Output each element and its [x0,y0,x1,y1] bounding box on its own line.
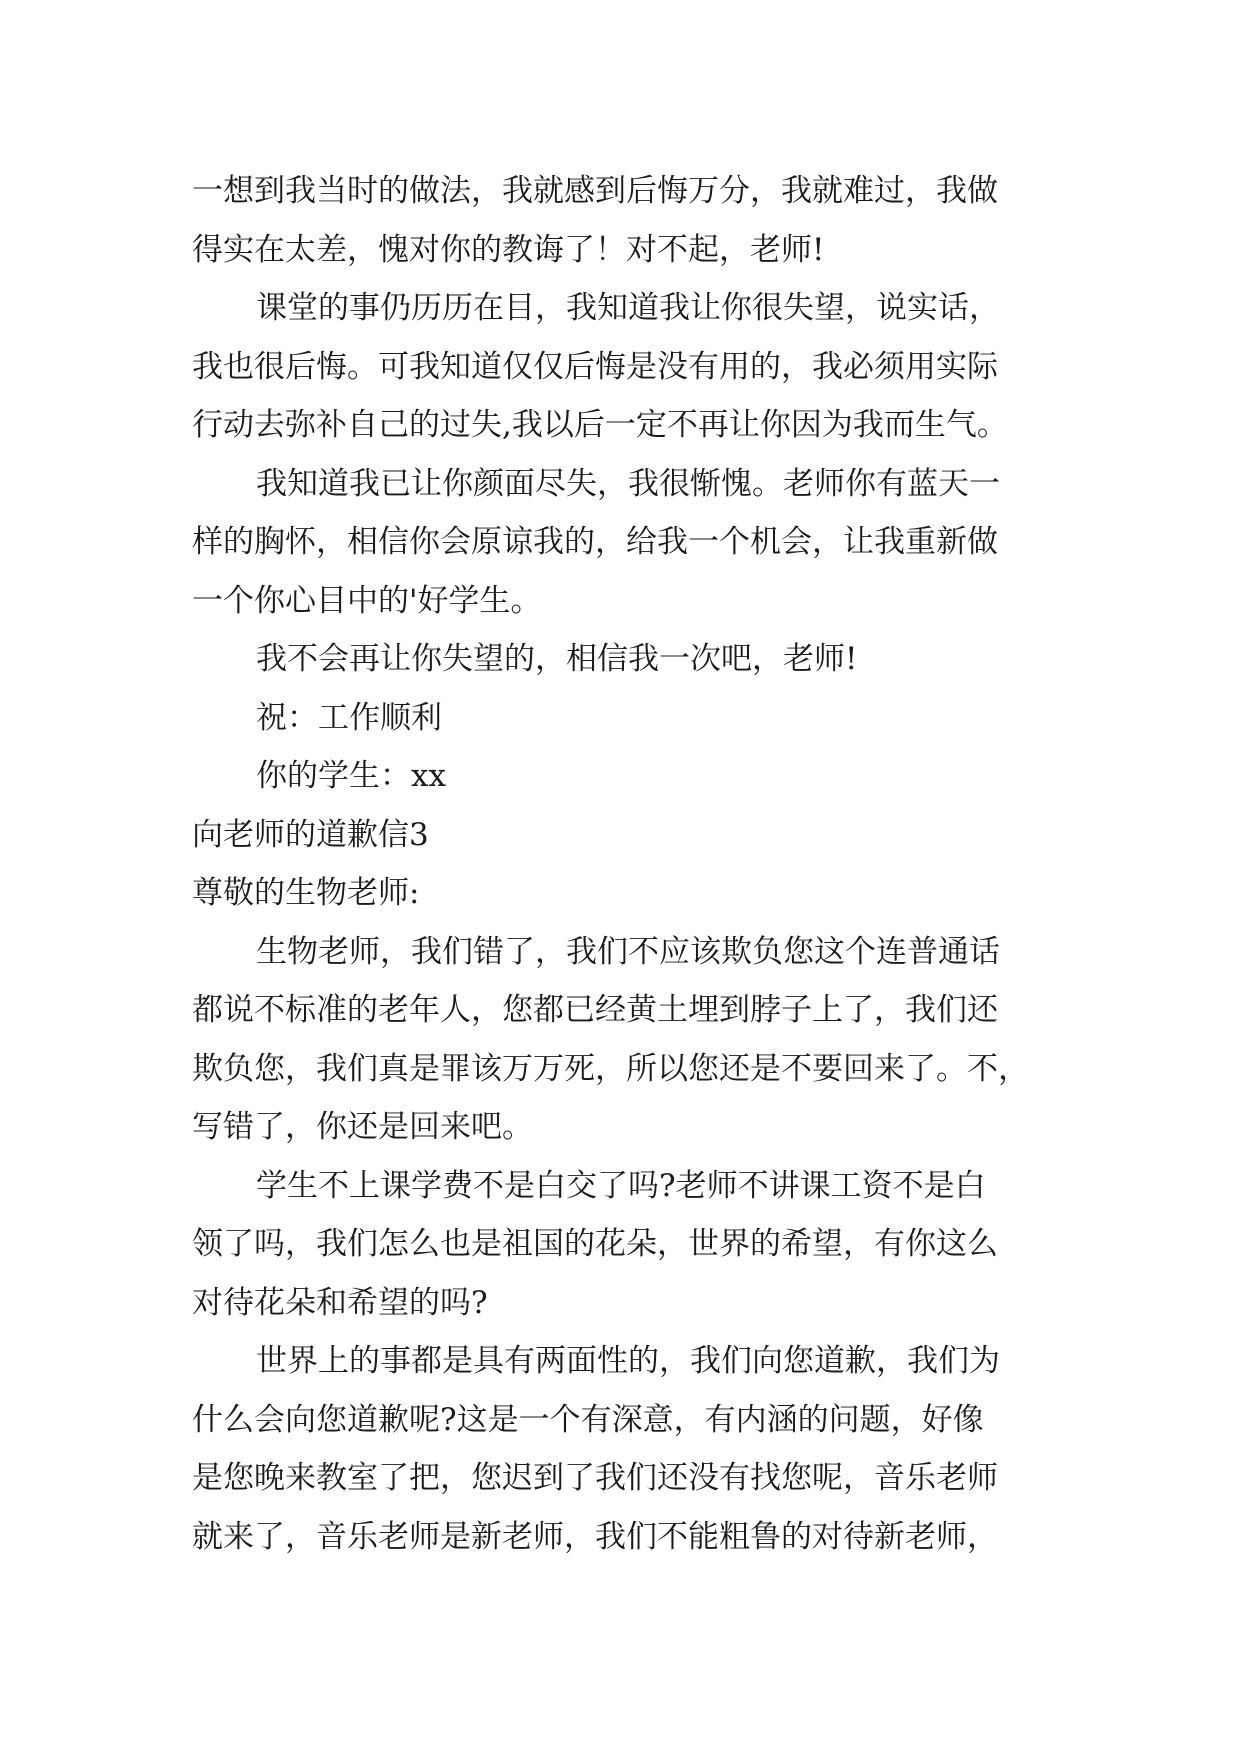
text-line: 生物老师，我们错了，我们不应该欺负您这个连普通话 [256,933,1000,970]
text-line: 我知道我已让你颜面尽失，我很惭愧。老师你有蓝天一 [256,465,1000,502]
text-line: 样的胸怀，相信你会原谅我的，给我一个机会，让我重新做 [192,524,998,560]
text-line: 学生不上课学费不是白交了吗?老师不讲课工资不是白 [256,1167,986,1204]
text-line: 我不会再让你失望的，相信我一次吧，老师! [256,641,858,677]
text-line: 课堂的事仍历历在目，我知道我让你很失望，说实话， [256,290,1000,326]
text-line: 你的学生：xx [256,758,446,794]
text-line: 行动去弥补自己的过失,我以后一定不再让你因为我而生气。 [192,407,1008,443]
text-line: 尊敬的生物老师: [192,875,420,911]
text-line: 我也很后悔。可我知道仅仅后悔是没有用的，我必须用实际 [192,348,998,385]
text-line: 一想到我当时的做法，我就感到后悔万分，我就难过，我做 [192,173,998,209]
text-line: 是您晚来教室了把，您迟到了我们还没有找您呢，音乐老师 [192,1460,998,1496]
text-line: 对待花朵和希望的吗? [192,1284,488,1321]
letter-body [192,162,1072,1566]
text-line: 一个你心目中的'好学生。 [192,582,542,619]
text-line: 什么会向您道歉呢?这是一个有深意，有内涵的问题，好像 [192,1401,984,1438]
text-line: 领了吗，我们怎么也是祖国的花朵，世界的希望，有你这么 [192,1226,998,1262]
text-line: 向老师的道歉信3 [192,816,429,853]
text-line: 世界上的事都是具有两面性的，我们向您道歉，我们为 [256,1343,1000,1379]
text-line: 就来了，音乐老师是新老师，我们不能粗鲁的对待新老师， [192,1518,998,1555]
text-line: 都说不标准的老年人，您都已经黄土埋到脖子上了，我们还 [192,992,998,1028]
text-line: 写错了，你还是回来吧。 [192,1109,533,1145]
text-line: 祝：工作顺利 [256,699,442,736]
text-line: 欺负您，我们真是罪该万万死，所以您还是不要回来了。不， [192,1050,1029,1087]
text-line: 得实在太差，愧对你的教诲了！对不起，老师! [192,231,825,268]
